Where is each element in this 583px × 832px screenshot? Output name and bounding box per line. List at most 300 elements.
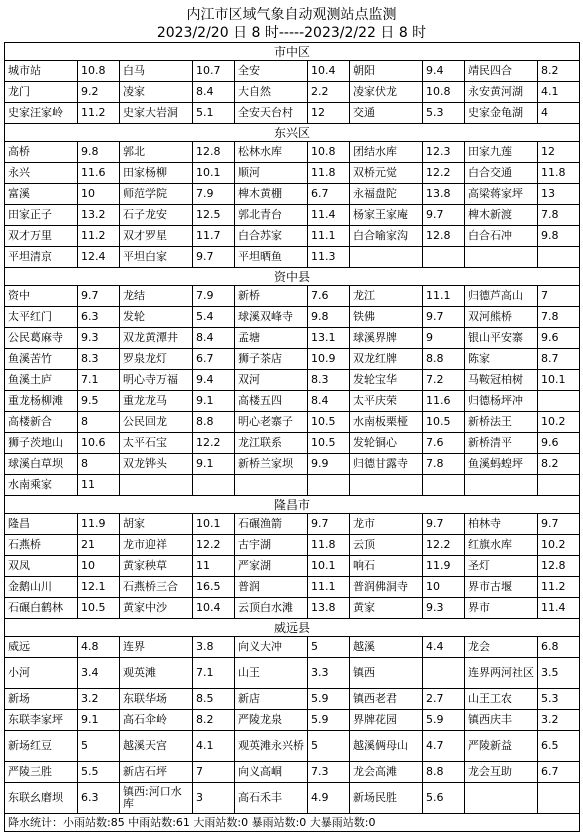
rainfall-value-cell: 16.5 [193, 577, 235, 598]
rainfall-value-cell: 3.2 [78, 689, 120, 710]
station-name-cell: 白合交通 [465, 163, 538, 184]
station-name-cell: 白合喻家沟 [350, 226, 423, 247]
rainfall-value-cell: 10.5 [78, 598, 120, 619]
rainfall-value-cell: 11.7 [193, 226, 235, 247]
station-name-cell: 白马 [120, 61, 193, 82]
rainfall-value-cell: 12 [538, 142, 580, 163]
rainfall-value-cell: 8.2 [538, 454, 580, 475]
station-name-cell: 史家汪家岭 [5, 103, 78, 124]
rainfall-value-cell: 7.8 [538, 205, 580, 226]
station-name-cell: 云顶白水滩 [235, 598, 308, 619]
station-name-cell: 交通 [350, 103, 423, 124]
rainfall-value-cell: 9.1 [78, 710, 120, 731]
station-name-cell: 龙市迎祥 [120, 535, 193, 556]
station-row [5, 577, 580, 598]
station-name-cell: 圣灯 [465, 556, 538, 577]
station-name-cell: 越溪俩母山 [350, 731, 423, 762]
rainfall-value-cell: 8.8 [193, 412, 235, 433]
station-name-cell: 金鹅山川 [5, 577, 78, 598]
station-name-cell: 新场红豆 [5, 731, 78, 762]
rainfall-value-cell: 10.5 [308, 433, 350, 454]
rainfall-value-cell: 11.2 [538, 577, 580, 598]
station-row [5, 142, 580, 163]
station-name-cell: 新店石坪 [120, 762, 193, 783]
station-name-cell: 黄家 [350, 598, 423, 619]
station-name-cell: 高楼五四 [235, 391, 308, 412]
rainfall-value-cell: 7.8 [423, 454, 465, 475]
rainfall-value-cell: 7.6 [308, 286, 350, 307]
rainfall-value-cell: 3.3 [308, 658, 350, 689]
section-header: 威远县 [5, 619, 580, 637]
station-name-cell: 富溪 [5, 184, 78, 205]
rainfall-value-cell: 9.1 [193, 454, 235, 475]
rainfall-value-cell: 8.2 [193, 710, 235, 731]
station-row [5, 689, 580, 710]
report-title: 内江市区域气象自动观测站点监测 [186, 7, 397, 23]
rainfall-value-cell: 2.2 [308, 82, 350, 103]
station-name-cell: 田家正子 [5, 205, 78, 226]
rainfall-value-cell: 12.2 [423, 163, 465, 184]
station-name-cell: 发轮 [120, 307, 193, 328]
station-name-cell: 大自然 [235, 82, 308, 103]
section-header-row [5, 124, 580, 142]
rainfall-value-cell: 10 [78, 184, 120, 205]
rainfall-value-cell: 11.4 [308, 205, 350, 226]
rainfall-value-cell: 9.3 [423, 598, 465, 619]
rainfall-value-cell: 8.4 [308, 391, 350, 412]
rainfall-value-cell: 6.7 [308, 184, 350, 205]
station-name-cell: 狮子茶店 [235, 349, 308, 370]
station-name-cell: 观英滩永兴桥 [235, 731, 308, 762]
station-row [5, 783, 580, 814]
rainfall-value-cell: 4.1 [538, 82, 580, 103]
station-name-cell: 发轮宝华 [350, 370, 423, 391]
section-header-row [5, 43, 580, 61]
station-name-cell: 双河熊桥 [465, 307, 538, 328]
rainfall-value-cell: 8.3 [308, 370, 350, 391]
station-row [5, 433, 580, 454]
rainfall-value-cell: 8.2 [538, 61, 580, 82]
station-name-cell: 越溪 [350, 637, 423, 658]
rainfall-value-cell: 6.8 [538, 637, 580, 658]
rainfall-value-cell: 11.6 [423, 391, 465, 412]
station-name-cell: 新桥 [235, 286, 308, 307]
rainfall-value-cell: 4.4 [423, 637, 465, 658]
rainfall-value-cell: 9.7 [193, 247, 235, 268]
rainfall-value-cell: 4.7 [423, 731, 465, 762]
station-name-cell: 重龙龙马 [120, 391, 193, 412]
station-name-cell: 双龙红牌 [350, 349, 423, 370]
station-row [5, 103, 580, 124]
rainfall-value-cell: 10.8 [423, 82, 465, 103]
station-name-cell: 山王工农 [465, 689, 538, 710]
rainfall-value-cell: 10.8 [308, 142, 350, 163]
station-name-cell: 东联华场 [120, 689, 193, 710]
rainfall-value-cell: 8.4 [193, 82, 235, 103]
station-name-cell: 连界两河社区 [465, 658, 538, 689]
station-row [5, 658, 580, 689]
station-row [5, 349, 580, 370]
station-name-cell [350, 247, 423, 268]
rainfall-value-cell: 7.3 [308, 762, 350, 783]
station-name-cell: 椑木黄棚 [235, 184, 308, 205]
rainfall-value-cell: 9 [423, 328, 465, 349]
station-name-cell: 石燕桥三合 [120, 577, 193, 598]
rainfall-value-cell: 12.2 [193, 433, 235, 454]
station-row [5, 710, 580, 731]
rainfall-value-cell: 13.8 [308, 598, 350, 619]
station-name-cell: 普润 [235, 577, 308, 598]
rainfall-value-cell [423, 658, 465, 689]
rainfall-value-cell: 12 [308, 103, 350, 124]
station-name-cell: 归德甘露寺 [350, 454, 423, 475]
station-name-cell: 新桥法王 [465, 412, 538, 433]
rainfall-value-cell: 9.5 [78, 391, 120, 412]
station-row [5, 514, 580, 535]
rainfall-value-cell [538, 475, 580, 496]
station-name-cell: 连界 [120, 637, 193, 658]
rainfall-value-cell: 6.7 [538, 762, 580, 783]
station-name-cell: 凌家 [120, 82, 193, 103]
station-name-cell: 胡家 [120, 514, 193, 535]
station-row [5, 328, 580, 349]
station-row [5, 247, 580, 268]
rainfall-value-cell: 11.9 [423, 556, 465, 577]
rainfall-value-cell: 8.8 [423, 349, 465, 370]
station-row [5, 61, 580, 82]
station-name-cell: 郭北青台 [235, 205, 308, 226]
rainfall-value-cell: 7.1 [78, 370, 120, 391]
station-name-cell: 石碾渔箭 [235, 514, 308, 535]
station-row [5, 637, 580, 658]
station-name-cell: 平坦清京 [5, 247, 78, 268]
rainfall-value-cell: 5.9 [423, 710, 465, 731]
station-name-cell: 隆昌 [5, 514, 78, 535]
station-name-cell: 铁佛 [350, 307, 423, 328]
station-name-cell: 球溪界牌 [350, 328, 423, 349]
station-name-cell: 永兴 [5, 163, 78, 184]
rainfall-value-cell: 12.2 [193, 535, 235, 556]
station-name-cell: 威远 [5, 637, 78, 658]
station-row [5, 184, 580, 205]
station-name-cell: 龙会互助 [465, 762, 538, 783]
rainfall-value-cell: 4.9 [308, 783, 350, 814]
station-name-cell: 古宇湖 [235, 535, 308, 556]
rainfall-value-cell: 8.4 [193, 328, 235, 349]
rainfall-value-cell: 3 [193, 783, 235, 814]
station-name-cell: 镇西庆丰 [465, 710, 538, 731]
station-row [5, 370, 580, 391]
station-name-cell: 明心寺万福 [120, 370, 193, 391]
rainfall-value-cell: 9.7 [423, 514, 465, 535]
rainfall-value-cell: 5.9 [308, 710, 350, 731]
station-name-cell: 全安天台村 [235, 103, 308, 124]
station-name-cell: 黄家中沙 [120, 598, 193, 619]
station-name-cell: 顺河 [235, 163, 308, 184]
station-name-cell: 公民葛麻寺 [5, 328, 78, 349]
rainfall-value-cell: 6.7 [193, 349, 235, 370]
report-page [4, 0, 579, 832]
rainfall-value-cell: 5 [78, 731, 120, 762]
rainfall-value-cell: 12.1 [78, 577, 120, 598]
station-name-cell: 银山平安寨 [465, 328, 538, 349]
station-name-cell: 严陵新益 [465, 731, 538, 762]
station-row [5, 598, 580, 619]
rainfall-value-cell: 10.4 [193, 598, 235, 619]
station-row [5, 535, 580, 556]
section-header: 东兴区 [5, 124, 580, 142]
station-name-cell: 严家湖 [235, 556, 308, 577]
station-row [5, 163, 580, 184]
section-header: 隆昌市 [5, 496, 580, 514]
rainfall-value-cell: 9.9 [308, 454, 350, 475]
rainfall-value-cell: 11.8 [308, 163, 350, 184]
station-name-cell: 马鞍冠柏树 [465, 370, 538, 391]
station-name-cell: 龙结 [120, 286, 193, 307]
rainfall-value-cell: 3.8 [193, 637, 235, 658]
rainfall-value-cell: 9.4 [423, 61, 465, 82]
station-name-cell: 靖民四合 [465, 61, 538, 82]
rainfall-value-cell: 10.2 [538, 535, 580, 556]
rainfall-value-cell: 11.2 [78, 226, 120, 247]
station-name-cell: 普润佛洞寺 [350, 577, 423, 598]
station-name-cell: 白合苏家 [235, 226, 308, 247]
rainfall-value-cell: 11.8 [308, 535, 350, 556]
station-name-cell: 全安 [235, 61, 308, 82]
section-header: 资中县 [5, 268, 580, 286]
rainfall-value-cell: 10 [423, 577, 465, 598]
station-name-cell: 凌家伏龙 [350, 82, 423, 103]
station-name-cell: 黄家秧草 [120, 556, 193, 577]
rainfall-value-cell: 8.7 [538, 349, 580, 370]
station-name-cell: 太平石宝 [120, 433, 193, 454]
station-name-cell: 高桥 [5, 142, 78, 163]
rainfall-value-cell [423, 475, 465, 496]
station-name-cell: 发轮铜心 [350, 433, 423, 454]
rainfall-value-cell: 10.1 [308, 556, 350, 577]
station-row [5, 731, 580, 762]
rainfall-value-cell: 11.9 [78, 514, 120, 535]
rainfall-value-cell [423, 247, 465, 268]
station-name-cell: 镇西 [350, 658, 423, 689]
rainfall-value-cell: 9.7 [78, 286, 120, 307]
rainfall-value-cell: 9.6 [538, 328, 580, 349]
rainfall-value-cell: 9.3 [78, 328, 120, 349]
station-table [4, 42, 580, 832]
rainfall-value-cell: 10.1 [538, 370, 580, 391]
rainfall-value-cell: 8.5 [193, 689, 235, 710]
station-name-cell: 鱼溪土庐 [5, 370, 78, 391]
station-name-cell: 界市古堰 [465, 577, 538, 598]
station-row [5, 454, 580, 475]
station-name-cell: 龙江 [350, 286, 423, 307]
station-name-cell: 高楼新合 [5, 412, 78, 433]
station-name-cell: 平坦晒鱼 [235, 247, 308, 268]
station-name-cell: 公民回龙 [120, 412, 193, 433]
rainfall-value-cell: 11.8 [538, 163, 580, 184]
rainfall-value-cell: 5 [308, 637, 350, 658]
station-name-cell: 水南乘家 [5, 475, 78, 496]
station-name-cell: 镇西:河口水库 [120, 783, 193, 814]
rainfall-value-cell: 7.1 [193, 658, 235, 689]
station-name-cell: 响石 [350, 556, 423, 577]
rainfall-value-cell: 8 [78, 454, 120, 475]
station-name-cell: 新桥清平 [465, 433, 538, 454]
station-name-cell: 向义大冲 [235, 637, 308, 658]
rainfall-value-cell: 8 [78, 412, 120, 433]
rainfall-value-cell: 11.6 [78, 163, 120, 184]
rainfall-value-cell [538, 783, 580, 814]
station-name-cell: 龙会 [465, 637, 538, 658]
station-name-cell [465, 783, 538, 814]
rainfall-value-cell: 11 [78, 475, 120, 496]
station-name-cell: 高石禾丰 [235, 783, 308, 814]
rainfall-value-cell: 5.9 [308, 689, 350, 710]
rainfall-value-cell: 9.6 [538, 433, 580, 454]
station-name-cell: 龙会高滩 [350, 762, 423, 783]
station-name-cell: 东联幺磨坝 [5, 783, 78, 814]
station-name-cell: 双龙铧头 [120, 454, 193, 475]
station-name-cell: 严陵龙泉 [235, 710, 308, 731]
station-name-cell: 镇西老君 [350, 689, 423, 710]
rainfall-value-cell: 10.8 [78, 61, 120, 82]
rainfall-value-cell: 7.2 [423, 370, 465, 391]
station-name-cell: 城市站 [5, 61, 78, 82]
rainfall-value-cell: 2.7 [423, 689, 465, 710]
station-name-cell: 鱼溪蚂蝗坪 [465, 454, 538, 475]
rainfall-value-cell: 11 [193, 556, 235, 577]
rainfall-value-cell: 5.3 [423, 103, 465, 124]
rainfall-value-cell: 10.1 [193, 514, 235, 535]
rainfall-value-cell: 10.5 [423, 412, 465, 433]
rainfall-value-cell [308, 475, 350, 496]
station-name-cell: 杨家王家庵 [350, 205, 423, 226]
rainfall-value-cell: 10.9 [308, 349, 350, 370]
rainfall-value-cell: 10.7 [193, 61, 235, 82]
station-name-cell [465, 247, 538, 268]
rainfall-value-cell: 5.6 [423, 783, 465, 814]
rainfall-value-cell: 10.4 [308, 61, 350, 82]
station-name-cell: 石燕桥 [5, 535, 78, 556]
rainfall-value-cell: 5.5 [78, 762, 120, 783]
station-name-cell: 龙门 [5, 82, 78, 103]
station-name-cell [120, 475, 193, 496]
rainfall-value-cell: 21 [78, 535, 120, 556]
station-name-cell: 明心老寨子 [235, 412, 308, 433]
rainfall-value-cell: 5.1 [193, 103, 235, 124]
rainfall-value-cell: 12.8 [538, 556, 580, 577]
station-name-cell: 柏林寺 [465, 514, 538, 535]
station-name-cell: 椑木新渡 [465, 205, 538, 226]
statistics-row [5, 814, 580, 832]
rainfall-value-cell: 11.2 [78, 103, 120, 124]
rainfall-value-cell: 12.8 [193, 142, 235, 163]
rainfall-value-cell: 12.8 [423, 226, 465, 247]
rainfall-value-cell: 9.7 [308, 514, 350, 535]
rainfall-value-cell: 7.8 [538, 307, 580, 328]
station-name-cell: 石子龙安 [120, 205, 193, 226]
rainfall-value-cell: 5.4 [193, 307, 235, 328]
station-row [5, 475, 580, 496]
station-name-cell: 球溪双峰寺 [235, 307, 308, 328]
rainfall-value-cell: 9.7 [423, 205, 465, 226]
station-row [5, 762, 580, 783]
rainfall-value-cell: 7.9 [193, 286, 235, 307]
rainfall-value-cell: 3.4 [78, 658, 120, 689]
station-row [5, 286, 580, 307]
station-row [5, 205, 580, 226]
station-name-cell: 田家杨柳 [120, 163, 193, 184]
station-name-cell: 白合石冲 [465, 226, 538, 247]
station-name-cell: 球溪白草坝 [5, 454, 78, 475]
station-name-cell: 永安黄河湖 [465, 82, 538, 103]
station-name-cell: 平坦白家 [120, 247, 193, 268]
rainfall-value-cell: 10 [78, 556, 120, 577]
station-name-cell: 归德芦高山 [465, 286, 538, 307]
station-name-cell: 山王 [235, 658, 308, 689]
precipitation-statistics: 降水统计：小雨站数:85 中雨站数:61 大雨站数:0 暴雨站数:0 大暴雨站数:0 [5, 814, 580, 832]
rainfall-value-cell: 10.6 [78, 433, 120, 454]
station-name-cell: 团结水库 [350, 142, 423, 163]
station-name-cell: 双龙黄潭井 [120, 328, 193, 349]
station-name-cell: 陈家 [465, 349, 538, 370]
station-name-cell: 越溪天宫 [120, 731, 193, 762]
rainfall-value-cell: 6.3 [78, 307, 120, 328]
rainfall-value-cell: 11.4 [538, 598, 580, 619]
rainfall-value-cell: 8.8 [423, 762, 465, 783]
rainfall-value-cell: 13.8 [423, 184, 465, 205]
station-name-cell [465, 475, 538, 496]
rainfall-value-cell: 5 [308, 731, 350, 762]
station-name-cell: 郭北 [120, 142, 193, 163]
rainfall-value-cell: 13.2 [78, 205, 120, 226]
station-name-cell: 新桥兰家坝 [235, 454, 308, 475]
station-row [5, 82, 580, 103]
rainfall-value-cell: 8.3 [78, 349, 120, 370]
station-name-cell: 双才万里 [5, 226, 78, 247]
station-name-cell [350, 475, 423, 496]
station-name-cell: 罗泉龙灯 [120, 349, 193, 370]
station-name-cell: 严陵三胜 [5, 762, 78, 783]
station-name-cell: 小河 [5, 658, 78, 689]
station-name-cell: 水南板栗桠 [350, 412, 423, 433]
section-header-row [5, 496, 580, 514]
station-row [5, 556, 580, 577]
rainfall-value-cell: 4.1 [193, 731, 235, 762]
station-name-cell: 龙市 [350, 514, 423, 535]
station-name-cell: 龙江联系 [235, 433, 308, 454]
rainfall-value-cell: 11.1 [423, 286, 465, 307]
rainfall-value-cell: 9.7 [423, 307, 465, 328]
rainfall-value-cell: 4 [538, 103, 580, 124]
station-name-cell: 归德杨坪冲 [465, 391, 538, 412]
section-header-row [5, 619, 580, 637]
rainfall-value-cell: 10.2 [538, 412, 580, 433]
station-name-cell: 向义高峒 [235, 762, 308, 783]
station-name-cell: 双桥元觉 [350, 163, 423, 184]
rainfall-value-cell: 3.5 [538, 658, 580, 689]
rainfall-value-cell: 4.8 [78, 637, 120, 658]
rainfall-value-cell: 5.3 [538, 689, 580, 710]
rainfall-value-cell [538, 247, 580, 268]
rainfall-value-cell: 9.7 [538, 514, 580, 535]
station-name-cell: 狮子茨地山 [5, 433, 78, 454]
station-name-cell: 孟塘 [235, 328, 308, 349]
rainfall-value-cell: 12.4 [78, 247, 120, 268]
rainfall-value-cell: 6.3 [78, 783, 120, 814]
rainfall-value-cell: 9.2 [78, 82, 120, 103]
station-name-cell: 界市 [465, 598, 538, 619]
